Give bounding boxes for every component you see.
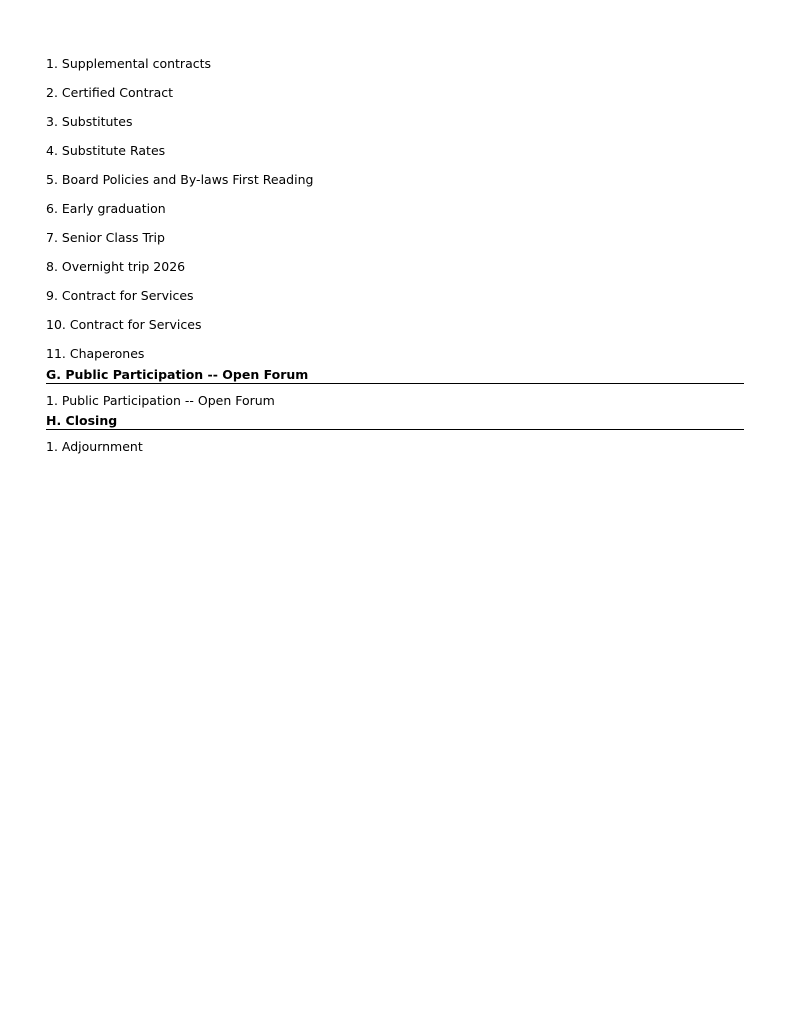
agenda-item: 1. Supplemental contracts xyxy=(46,56,212,71)
section-public-participation xyxy=(46,367,744,413)
agenda-item: 1. Public Participation -- Open Forum xyxy=(46,393,275,408)
agenda-page xyxy=(46,56,744,459)
agenda-item-list xyxy=(46,56,744,367)
agenda-item: 8. Overnight trip 2026 xyxy=(46,259,186,274)
section-heading: G. Public Participation -- Open Forum xyxy=(46,367,744,384)
section-heading: H. Closing xyxy=(46,413,744,430)
agenda-item: 1. Adjournment xyxy=(46,439,143,454)
agenda-item: 7. Senior Class Trip xyxy=(46,230,165,245)
agenda-item: 9. Contract for Services xyxy=(46,288,194,303)
agenda-item: 5. Board Policies and By-laws First Reading xyxy=(46,172,314,187)
agenda-item: 3. Substitutes xyxy=(46,114,133,129)
agenda-item: 6. Early graduation xyxy=(46,201,166,216)
section-closing xyxy=(46,413,744,459)
agenda-item: 11. Chaperones xyxy=(46,346,145,361)
agenda-item: 4. Substitute Rates xyxy=(46,143,166,158)
agenda-item: 10. Contract for Services xyxy=(46,317,202,332)
agenda-item: 2. Certified Contract xyxy=(46,85,174,100)
